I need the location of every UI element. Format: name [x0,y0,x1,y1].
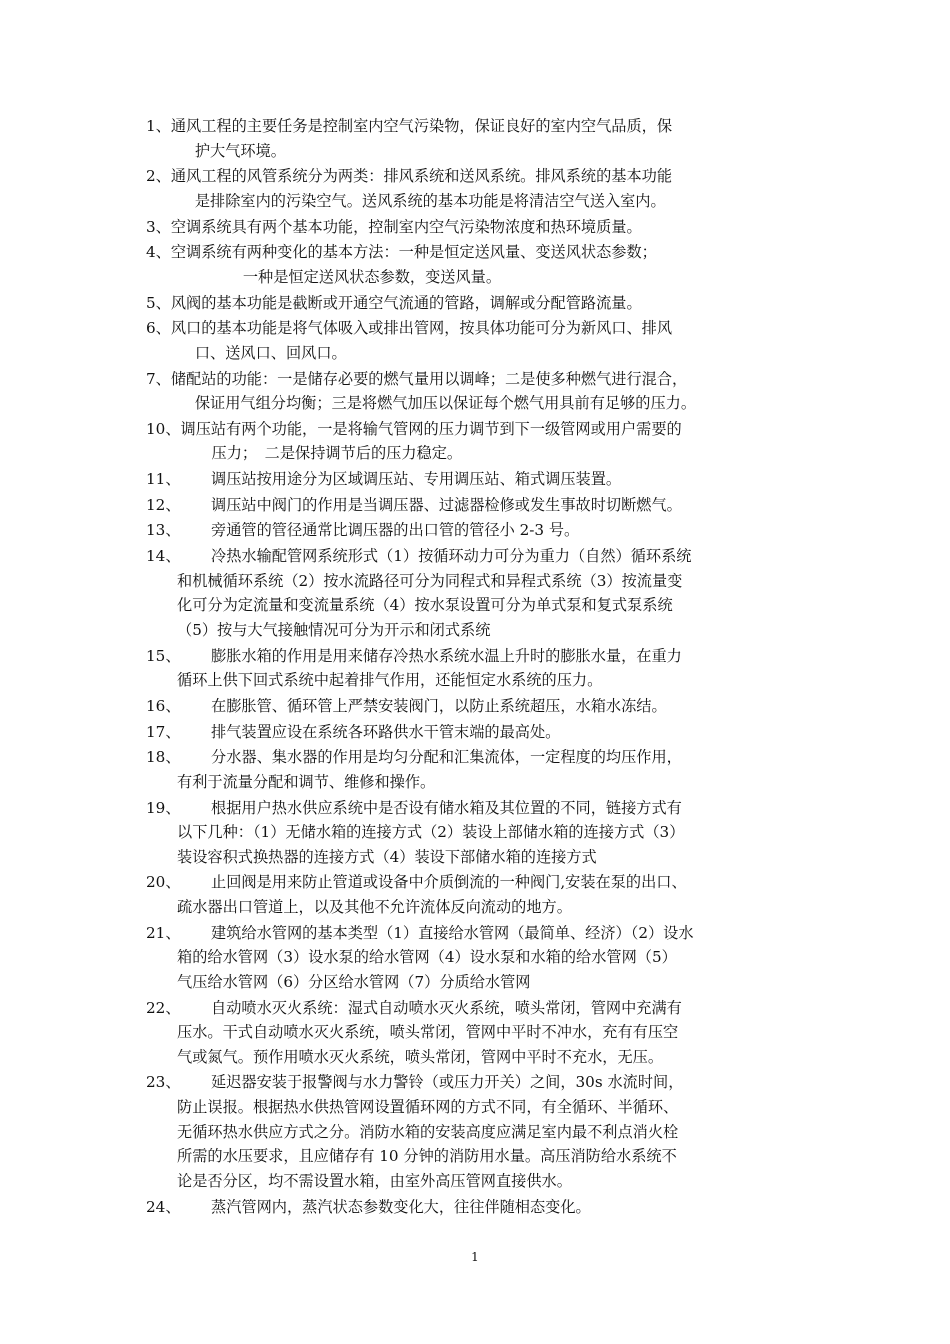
item-text [171,367,810,416]
item-text-line: 无循环热水供应方式之分。消防水箱的安装高度应满足室内最不利点消火栓 [177,1122,679,1141]
item-text-line: 风阀的基本功能是截断或开通空气流通的管路，调解或分配管路流量。 [170,293,642,312]
item-text [177,870,810,919]
item-text-line: 循环上供下回式系统中起着排气作用，还能恒定水系统的压力。 [177,671,603,690]
item-number: 18、 [146,748,181,767]
list-item [146,367,810,416]
item-text-line: 冷热水输配管网系统形式（1）按循环动力可分为重力（自然）循环系统 [211,547,692,566]
item-text [211,467,810,492]
item-text [211,694,810,719]
item-number: 12、 [146,495,181,514]
list-item [146,694,810,719]
item-text-line: 有利于流量分配和调节、维修和操作。 [177,772,436,791]
item-number: 7、 [146,369,171,388]
document-body [146,114,810,1220]
item-text-line: 蒸汽管网内，蒸汽状态参数变化大，往往伴随相态变化。 [211,1197,591,1216]
list-item [146,518,810,543]
item-text-line: 建筑给水管网的基本类型（1）直接给水管网（最简单、经济）（2）设水 [211,923,694,942]
item-text-line: 以下几种：（1）无储水箱的连接方式（2）装设上部储水箱的连接方式（3） [177,823,685,842]
item-text-line: 压力； 二是保持调节后的压力稳定。 [211,444,463,463]
list-item [146,316,810,365]
list-item [146,417,810,466]
item-text-line: 气压给水管网（6）分区给水管网（7）分质给水管网 [177,972,531,991]
item-text-line: 在膨胀管、循环管上严禁安装阀门，以防止系统超压，水箱水冻结。 [211,696,667,715]
item-number: 20、 [146,873,181,892]
list-item [146,114,810,163]
item-number: 14、 [146,547,181,566]
item-text-line: 口、送风口、回风口。 [194,343,347,362]
item-number: 3、 [146,217,171,236]
list-item [146,870,810,919]
list-item [146,644,810,693]
item-text-line: 风口的基本功能是将气体吸入或排出管网，按具体功能可分为新风口、排风 [170,319,673,338]
item-text-line: 所需的水压要求，且应储存有 10 分钟的消防用水量。高压消防给水系统不 [177,1147,677,1166]
list-item [146,796,810,870]
item-text-line: 化可分为定流量和变流量系统（4）按水泵设置可分为单式泵和复式泵系统 [177,596,673,615]
page-number: 1 [471,1250,479,1264]
item-text-line: 保证用气组分均衡；三是将燃气加压以保证每个燃气用具前有足够的压力。 [194,394,697,413]
item-text-line: 一种是恒定送风状态参数，变送风量。 [242,267,502,286]
list-item [146,467,810,492]
item-text-line: 空调系统有两种变化的基本方法：一种是恒定送风量、变送风状态参数； [170,243,657,262]
list-item [146,215,810,240]
item-number: 17、 [146,722,181,741]
item-text-line: 调压站中阀门的作用是当调压器、过滤器检修或发生事故时切断燃气。 [211,495,682,514]
item-text-line: 分水器、集水器的作用是均匀分配和汇集流体，一定程度的均压作用， [211,748,682,767]
item-text [171,114,810,163]
item-text-line: （5）按与大气接触情况可分为开示和闭式系统 [177,620,491,639]
item-number: 6、 [146,319,171,338]
item-text [177,544,810,642]
item-text [177,644,810,693]
item-text-line: 止回阀是用来防止管道或设备中介质倒流的一种阀门,安装在泵的出口、 [211,873,687,892]
item-number: 1、 [146,117,171,135]
item-text-line: 膨胀水箱的作用是用来储存冷热水系统水温上升时的膨胀水量，在重力 [211,646,682,665]
item-number: 11、 [146,470,181,489]
list-item [146,1070,810,1193]
item-text-line: 延迟器安装于报警阀与水力警铃（或压力开关）之间，30s 水流时间， [211,1073,684,1092]
item-text-line: 通风工程的主要任务是控制室内空气污染物，保证良好的室内空气品质，保 [170,117,673,135]
item-text-line: 旁通管的管径通常比调压器的出口管的管径小 2-3 号。 [211,521,580,540]
list-item [146,1195,810,1220]
list-item [146,240,810,289]
item-text-line: 调压站有两个功能，一是将输气管网的压力调节到下一级管网或用户需要的 [180,419,682,438]
item-text [171,240,810,289]
item-number: 10、 [146,419,181,438]
item-text-line: 是排除室内的污染空气。送风系统的基本功能是将清洁空气送入室内。 [194,191,666,210]
item-text-line: 疏水器出口管道上，以及其他不允许流体反向流动的地方。 [177,898,572,916]
item-text [171,164,810,213]
item-text [177,796,810,870]
list-item [146,921,810,995]
item-text-line: 气或氮气。预作用喷水灭火系统，喷头常闭，管网中平时不充水，无压。 [177,1047,663,1066]
item-number: 22、 [146,998,181,1017]
item-number: 13、 [146,521,181,540]
item-text-line: 通风工程的风管系统分为两类：排风系统和送风系统。排风系统的基本功能 [170,167,673,186]
list-item [146,544,810,642]
item-text-line: 压水。干式自动喷水灭火系统，喷头常闭，管网中平时不冲水，充有有压空 [177,1023,679,1042]
item-number: 5、 [146,293,171,312]
list-item [146,493,810,518]
item-text-line: 根据用户热水供应系统中是否设有储水箱及其位置的不同，链接方式有 [211,798,682,817]
list-item [146,996,810,1070]
item-text-line: 空调系统具有两个基本功能，控制室内空气污染物浓度和热环境质量。 [170,217,642,236]
item-text [177,1070,810,1193]
item-text [211,493,810,518]
item-text [211,1195,810,1220]
item-text [171,215,810,240]
item-text-line: 箱的给水管网（3）设水泵的给水管网（4）设水泵和水箱的给水管网（5） [177,948,677,967]
item-text-line: 储配站的功能：一是储存必要的燃气量用以调峰；二是使多种燃气进行混合， [170,369,688,388]
item-text [177,745,810,794]
item-text [171,316,810,365]
item-text [177,996,810,1070]
list-item [146,291,810,316]
item-number: 19、 [146,798,181,817]
item-text [181,417,810,466]
item-text-line: 装设容积式换热器的连接方式（4）装设下部储水箱的连接方式 [177,847,597,866]
item-text-line: 论是否分区，均不需设置水箱，由室外高压管网直接供水。 [177,1171,572,1190]
item-number: 2、 [146,167,171,186]
item-text-line: 排气装置应设在系统各环路供水干管末端的最高处。 [211,722,561,741]
item-text-line: 和机械循环系统（2）按水流路径可分为同程式和异程式系统（3）按流量变 [177,571,683,590]
item-number: 16、 [146,696,181,715]
item-text-line: 防止误报。根据热水供热管网设置循环网的方式不同，有全循环、半循环、 [177,1098,679,1117]
item-text [211,720,810,745]
list-item [146,720,810,745]
item-number: 24、 [146,1197,181,1216]
item-number: 23、 [146,1073,181,1092]
item-number: 21、 [146,923,181,942]
item-text-line: 自动喷水灭火系统：湿式自动喷水灭火系统，喷头常闭，管网中充满有 [211,998,682,1017]
item-text [171,291,810,316]
item-text [177,921,810,995]
item-text-line: 护大气环境。 [194,141,286,160]
list-item [146,164,810,213]
list-item [146,745,810,794]
item-number: 15、 [146,646,181,665]
item-text [211,518,810,543]
item-number: 4、 [146,243,171,262]
item-text-line: 调压站按用途分为区域调压站、专用调压站、箱式调压装置。 [211,470,622,489]
